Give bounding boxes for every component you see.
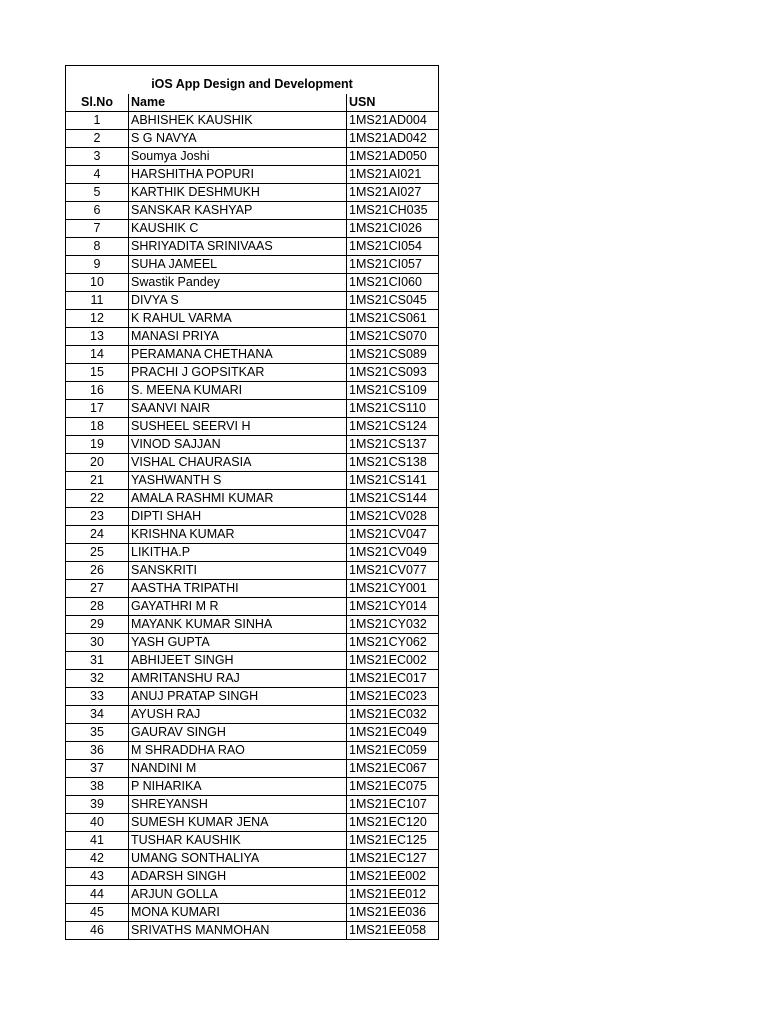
table-row [66,399,439,417]
name-cell: M SHRADDHA RAO [129,741,347,759]
name-cell: TUSHAR KAUSHIK [129,831,347,849]
name-cell: KAUSHIK C [129,219,347,237]
header-sl-no: Sl.No [66,94,129,112]
usn-cell: 1MS21CS124 [347,417,439,435]
student-table [65,65,439,940]
name-cell: ARJUN GOLLA [129,885,347,903]
usn-cell: 1MS21CV077 [347,561,439,579]
table-row [66,147,439,165]
table-row [66,471,439,489]
usn-cell: 1MS21CI057 [347,255,439,273]
usn-cell: 1MS21CY062 [347,633,439,651]
name-cell: SUSHEEL SEERVI H [129,417,347,435]
name-cell: SUHA JAMEEL [129,255,347,273]
name-cell: YASH GUPTA [129,633,347,651]
name-cell: AMALA RASHMI KUMAR [129,489,347,507]
table-row [66,741,439,759]
usn-cell: 1MS21EC120 [347,813,439,831]
usn-cell: 1MS21CS061 [347,309,439,327]
table-row [66,291,439,309]
usn-cell: 1MS21AD042 [347,129,439,147]
sl-no-cell: 44 [66,885,129,903]
name-cell: P NIHARIKA [129,777,347,795]
usn-cell: 1MS21EC059 [347,741,439,759]
name-cell: SHRIYADITA SRINIVAAS [129,237,347,255]
sl-no-cell: 13 [66,327,129,345]
name-cell: MAYANK KUMAR SINHA [129,615,347,633]
usn-cell: 1MS21CY032 [347,615,439,633]
sl-no-cell: 15 [66,363,129,381]
sl-no-cell: 41 [66,831,129,849]
name-cell: UMANG SONTHALIYA [129,849,347,867]
name-cell: KARTHIK DESHMUKH [129,183,347,201]
name-cell: SANSKRITI [129,561,347,579]
sl-no-cell: 35 [66,723,129,741]
sl-no-cell: 29 [66,615,129,633]
usn-cell: 1MS21CS141 [347,471,439,489]
usn-cell: 1MS21EC023 [347,687,439,705]
table-row [66,849,439,867]
usn-cell: 1MS21CS045 [347,291,439,309]
usn-cell: 1MS21CH035 [347,201,439,219]
usn-cell: 1MS21AI021 [347,165,439,183]
name-cell: Soumya Joshi [129,147,347,165]
sl-no-cell: 37 [66,759,129,777]
sl-no-cell: 3 [66,147,129,165]
sl-no-cell: 2 [66,129,129,147]
name-cell: SUMESH KUMAR JENA [129,813,347,831]
sl-no-cell: 25 [66,543,129,561]
table-row [66,111,439,129]
name-cell: SHREYANSH [129,795,347,813]
name-cell: DIVYA S [129,291,347,309]
sl-no-cell: 43 [66,867,129,885]
name-cell: AYUSH RAJ [129,705,347,723]
sl-no-cell: 39 [66,795,129,813]
sl-no-cell: 4 [66,165,129,183]
sl-no-cell: 40 [66,813,129,831]
usn-cell: 1MS21EC067 [347,759,439,777]
table-row [66,813,439,831]
sl-no-cell: 12 [66,309,129,327]
usn-cell: 1MS21EC125 [347,831,439,849]
header-name: Name [129,94,347,112]
usn-cell: 1MS21CI054 [347,237,439,255]
sl-no-cell: 26 [66,561,129,579]
name-cell: GAURAV SINGH [129,723,347,741]
table-row [66,165,439,183]
usn-cell: 1MS21AD050 [347,147,439,165]
usn-cell: 1MS21EE002 [347,867,439,885]
usn-cell: 1MS21EC107 [347,795,439,813]
usn-cell: 1MS21CS110 [347,399,439,417]
usn-cell: 1MS21EC017 [347,669,439,687]
table-row [66,777,439,795]
name-cell: MONA KUMARI [129,903,347,921]
sl-no-cell: 46 [66,921,129,939]
table-row [66,543,439,561]
table-row [66,417,439,435]
student-list-sheet [65,65,438,940]
sl-no-cell: 32 [66,669,129,687]
sl-no-cell: 42 [66,849,129,867]
name-cell: SAANVI NAIR [129,399,347,417]
usn-cell: 1MS21EC049 [347,723,439,741]
sl-no-cell: 34 [66,705,129,723]
sl-no-cell: 16 [66,381,129,399]
header-usn: USN [347,94,439,112]
usn-cell: 1MS21CS109 [347,381,439,399]
table-row [66,183,439,201]
sl-no-cell: 23 [66,507,129,525]
sheet-title: iOS App Design and Development [66,66,439,94]
name-cell: Swastik Pandey [129,273,347,291]
sl-no-cell: 18 [66,417,129,435]
table-row [66,345,439,363]
name-cell: ABHIJEET SINGH [129,651,347,669]
sl-no-cell: 11 [66,291,129,309]
table-row [66,705,439,723]
name-cell: YASHWANTH S [129,471,347,489]
sl-no-cell: 7 [66,219,129,237]
usn-cell: 1MS21EC002 [347,651,439,669]
table-row [66,201,439,219]
usn-cell: 1MS21AD004 [347,111,439,129]
usn-cell: 1MS21CS089 [347,345,439,363]
table-row [66,381,439,399]
header-row [66,94,439,112]
sl-no-cell: 17 [66,399,129,417]
table-row [66,237,439,255]
sl-no-cell: 1 [66,111,129,129]
name-cell: S. MEENA KUMARI [129,381,347,399]
sl-no-cell: 19 [66,435,129,453]
usn-cell: 1MS21CV028 [347,507,439,525]
name-cell: HARSHITHA POPURI [129,165,347,183]
name-cell: KRISHNA KUMAR [129,525,347,543]
name-cell: AMRITANSHU RAJ [129,669,347,687]
name-cell: AASTHA TRIPATHI [129,579,347,597]
usn-cell: 1MS21AI027 [347,183,439,201]
name-cell: DIPTI SHAH [129,507,347,525]
table-row [66,633,439,651]
sl-no-cell: 8 [66,237,129,255]
name-cell: MANASI PRIYA [129,327,347,345]
usn-cell: 1MS21CV047 [347,525,439,543]
table-row [66,129,439,147]
sl-no-cell: 36 [66,741,129,759]
table-row [66,489,439,507]
table-row [66,651,439,669]
name-cell: S G NAVYA [129,129,347,147]
usn-cell: 1MS21CI060 [347,273,439,291]
usn-cell: 1MS21CS138 [347,453,439,471]
sl-no-cell: 10 [66,273,129,291]
table-row [66,921,439,939]
usn-cell: 1MS21CS070 [347,327,439,345]
sl-no-cell: 14 [66,345,129,363]
name-cell: LIKITHA.P [129,543,347,561]
table-row [66,255,439,273]
name-cell: SRIVATHS MANMOHAN [129,921,347,939]
name-cell: PRACHI J GOPSITKAR [129,363,347,381]
usn-cell: 1MS21EC127 [347,849,439,867]
table-row [66,831,439,849]
table-row [66,903,439,921]
usn-cell: 1MS21CY001 [347,579,439,597]
table-row [66,507,439,525]
table-row [66,867,439,885]
sl-no-cell: 31 [66,651,129,669]
table-row [66,363,439,381]
sl-no-cell: 33 [66,687,129,705]
sl-no-cell: 30 [66,633,129,651]
table-row [66,453,439,471]
sl-no-cell: 38 [66,777,129,795]
usn-cell: 1MS21CI026 [347,219,439,237]
table-row [66,327,439,345]
name-cell: SANSKAR KASHYAP [129,201,347,219]
name-cell: VISHAL CHAURASIA [129,453,347,471]
table-row [66,579,439,597]
sl-no-cell: 5 [66,183,129,201]
usn-cell: 1MS21CV049 [347,543,439,561]
sl-no-cell: 9 [66,255,129,273]
table-row [66,219,439,237]
usn-cell: 1MS21EE012 [347,885,439,903]
usn-cell: 1MS21CS144 [347,489,439,507]
sl-no-cell: 24 [66,525,129,543]
name-cell: ANUJ PRATAP SINGH [129,687,347,705]
usn-cell: 1MS21CS093 [347,363,439,381]
table-row [66,723,439,741]
table-row [66,687,439,705]
table-row [66,759,439,777]
name-cell: K RAHUL VARMA [129,309,347,327]
usn-cell: 1MS21EC075 [347,777,439,795]
table-row [66,597,439,615]
table-row [66,525,439,543]
table-row [66,885,439,903]
sl-no-cell: 20 [66,453,129,471]
title-row [66,66,439,94]
sl-no-cell: 45 [66,903,129,921]
table-row [66,615,439,633]
usn-cell: 1MS21EE058 [347,921,439,939]
usn-cell: 1MS21EC032 [347,705,439,723]
table-row [66,309,439,327]
name-cell: GAYATHRI M R [129,597,347,615]
usn-cell: 1MS21EE036 [347,903,439,921]
usn-cell: 1MS21CY014 [347,597,439,615]
sl-no-cell: 27 [66,579,129,597]
sl-no-cell: 22 [66,489,129,507]
table-row [66,435,439,453]
usn-cell: 1MS21CS137 [347,435,439,453]
table-row [66,669,439,687]
sl-no-cell: 28 [66,597,129,615]
name-cell: NANDINI M [129,759,347,777]
sl-no-cell: 6 [66,201,129,219]
table-row [66,561,439,579]
name-cell: VINOD SAJJAN [129,435,347,453]
name-cell: ADARSH SINGH [129,867,347,885]
name-cell: ABHISHEK KAUSHIK [129,111,347,129]
sl-no-cell: 21 [66,471,129,489]
table-row [66,273,439,291]
table-row [66,795,439,813]
student-table-body [66,66,439,940]
name-cell: PERAMANA CHETHANA [129,345,347,363]
